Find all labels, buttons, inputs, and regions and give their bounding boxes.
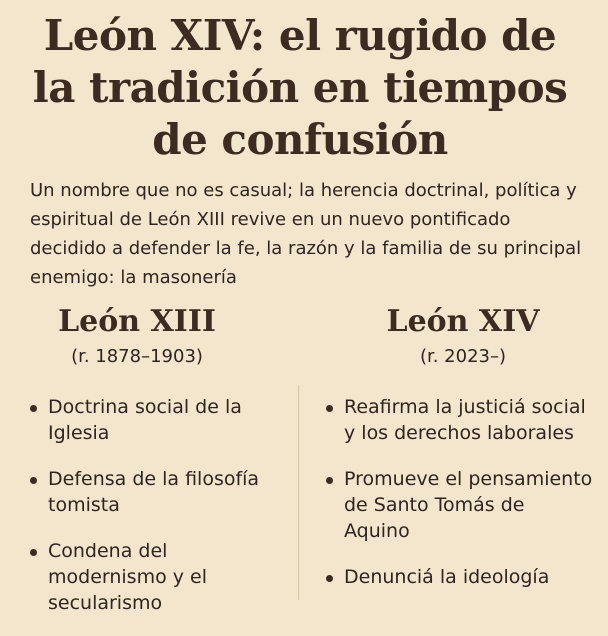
bullet-dot-icon (326, 575, 333, 582)
list-item (30, 466, 260, 518)
list-item (326, 466, 596, 544)
title-line-1: León XIV: el rugido de (43, 11, 557, 60)
reign-dates-leon-xiii: (r. 1878–1903) (71, 346, 203, 367)
list-item (30, 538, 260, 616)
list-item-text: Doctrina social de la Iglesia (48, 396, 242, 444)
list-item (326, 564, 596, 590)
list-item-text: Condena del modernismo y el secularismo (48, 540, 208, 614)
column-title-leon-xiii: León XIII (58, 304, 216, 339)
list-item-text: Defensa de la filosofía tomista (48, 468, 260, 516)
column-title-leon-xiv: León XIV (386, 304, 540, 339)
list-item-text: Denunciá la ideología (344, 566, 550, 588)
bullet-dot-icon (326, 477, 333, 484)
bullet-dot-icon (30, 477, 37, 484)
list-item-text: Promueve el pensamiento de Santo Tomás de Aquino (344, 468, 593, 542)
page-title (0, 10, 600, 166)
title-line-2: la tradición en tiempos (32, 63, 568, 112)
list-item (326, 394, 596, 446)
column-leon-xiv (318, 300, 593, 588)
bullet-list-leon-xiv (326, 394, 596, 610)
title-line-3: de confusión (152, 115, 448, 164)
bullet-dot-icon (30, 549, 37, 556)
bullet-dot-icon (30, 405, 37, 412)
bullet-dot-icon (326, 405, 333, 412)
list-item (30, 394, 260, 446)
column-leon-xiii (22, 300, 292, 614)
subtitle: Un nombre que no es casual; la herencia doctrinal, política y espiritual de León XIII revive en un nuevo pontificado decidido a defender la fe, la razón y la familia de su principal enemigo: la masonería (30, 180, 582, 288)
reign-dates-leon-xiv: (r. 2023–) (419, 346, 507, 367)
bullet-list-leon-xiii (30, 394, 260, 636)
list-item-text: Reafirma la justiciá social y los derechos laborales (344, 396, 586, 444)
column-divider (298, 385, 299, 600)
